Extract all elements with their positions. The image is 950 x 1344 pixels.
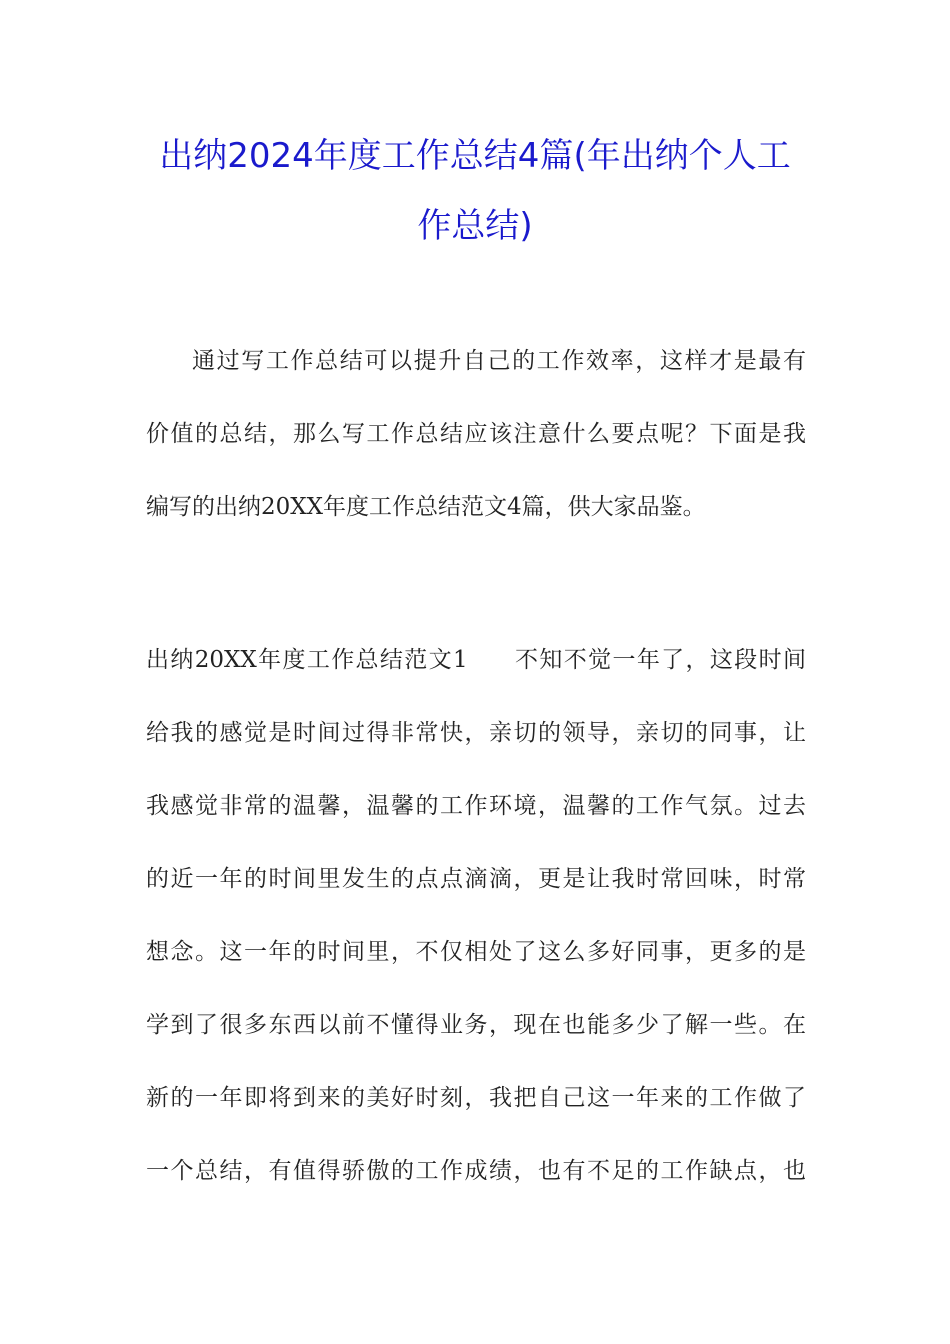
section-first-line-text: 不知不觉一年了，这段时间 xyxy=(513,647,806,673)
document-title-line-2: 作总结) xyxy=(417,206,533,246)
document-title-line-1: 出纳2024年度工作总结4篇(年出纳个人工 xyxy=(159,136,791,176)
body-line-2: 我感觉非常的温馨，温馨的工作环境，温馨的工作气氛。过去 xyxy=(146,793,806,819)
body-line-1: 给我的感觉是时间过得非常快，亲切的领导，亲切的同事，让 xyxy=(146,720,806,746)
intro-paragraph-line-3: 编写的出纳20XX年度工作总结范文4篇，供大家品鉴。 xyxy=(146,494,706,520)
body-line-7: 一个总结，有值得骄傲的工作成绩，也有不足的工作缺点，也 xyxy=(146,1158,806,1184)
intro-paragraph-line-1: 通过写工作总结可以提升自己的工作效率，这样才是最有 xyxy=(192,348,806,374)
body-line-4: 想念。这一年的时间里，不仅相处了这么多好同事，更多的是 xyxy=(146,939,806,965)
intro-paragraph-line-2: 价值的总结，那么写工作总结应该注意什么要点呢？下面是我 xyxy=(146,421,806,447)
body-line-3: 的近一年的时间里发生的点点滴滴，更是让我时常回味，时常 xyxy=(146,866,806,892)
body-line-5: 学到了很多东西以前不懂得业务，现在也能多少了解一些。在 xyxy=(146,1012,806,1038)
body-line-6: 新的一年即将到来的美好时刻，我把自己这一年来的工作做了 xyxy=(146,1085,806,1111)
section-heading: 出纳20XX年度工作总结范文1 xyxy=(146,647,468,673)
section-first-line xyxy=(146,644,806,676)
